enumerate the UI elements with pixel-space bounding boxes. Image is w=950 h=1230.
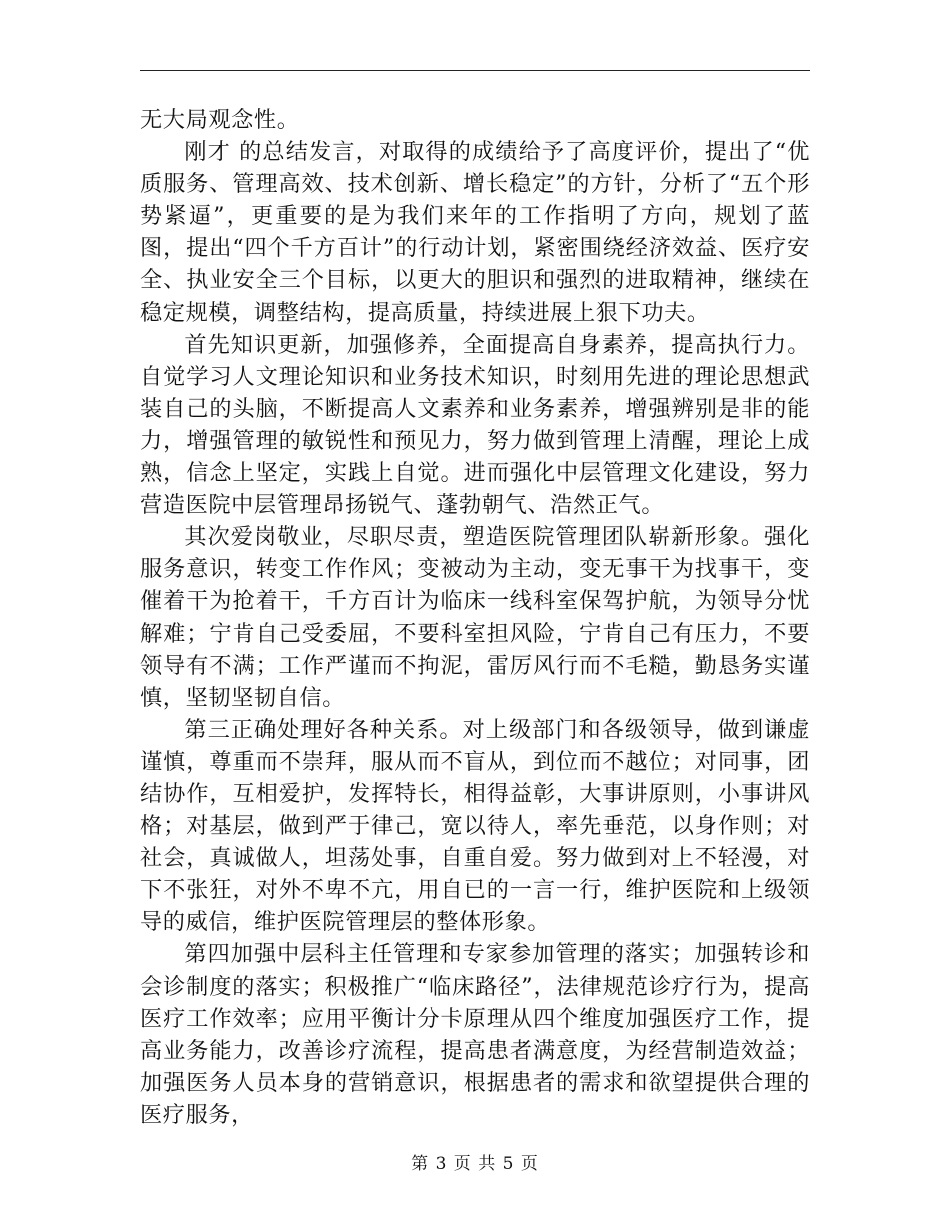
body-text [140,104,810,1131]
paragraph-continuation: 无大局观念性。 [140,107,300,133]
paragraph-summary-speech: 刚才 的总结发言，对取得的成绩给予了高度评价，提出了“优质服务、管理高效、技术创新、增长稳定”的方针，分析了“五个形势紧逼”，更重要的是为我们来年的工作指明了方向，规划了蓝图，提出“四个千方百计”的行动计划，紧密围绕经济效益、医疗安全、执业安全三个目标，以更大的胆识和强烈的进取精神，继续在稳定规模，调整结构，提高质量，持续进展上狠下功夫。 [140,139,810,326]
header-rule [140,70,810,71]
paragraph-management-implementation: 第四加强中层科主任管理和专家参加管理的落实；加强转诊和会诊制度的落实；积极推广“临床路径”，法律规范诊疗行为，提高医疗工作效率；应用平衡计分卡原理从四个维度加强医疗工作，提高业务能力，改善诊疗流程，提高患者满意度，为经营制造效益；加强医务人员本身的营销意识，根据患者的需求和欲望提供合理的医疗服务， [140,941,810,1128]
paragraph-dedication: 其次爱岗敬业，尽职尽责，塑造医院管理团队崭新形象。强化服务意识，转变工作作风；变被动为主动，变无事干为找事干，变催着干为抢着干，千方百计为临床一线科室保驾护航，为领导分忧解难；宁肯自己受委屈，不要科室担风险，宁肯自己有压力，不要领导有不满；工作严谨而不拘泥，雷厉风行而不毛糙，勤恳务实谨慎，坚韧坚韧自信。 [140,524,810,711]
page-number-footer: 第 3 页 共 5 页 [411,1154,539,1174]
paragraph-relationships: 第三正确处理好各种关系。对上级部门和各级领导，做到谦虚谨慎，尊重而不崇拜，服从而不盲从，到位而不越位；对同事，团结协作，互相爱护，发挥特长，相得益彰，大事讲原则，小事讲风格；对基层，做到严于律己，宽以待人，率先垂范，以身作则；对社会，真诚做人，坦荡处事，自重自爱。努力做到对上不轻漫，对下不张狂，对外不卑不亢，用自已的一言一行，维护医院和上级领导的威信，维护医院管理层的整体形象。 [140,716,810,936]
paragraph-knowledge-update: 首先知识更新，加强修养，全面提高自身素养，提高执行力。自觉学习人文理论知识和业务技术知识，时刻用先进的理论思想武装自己的头脑，不断提高人文素养和业务素养，增强辨别是非的能力，增强管理的敏锐性和预见力，努力做到管理上清醒，理论上成熟，信念上坚定，实践上自觉。进而强化中层管理文化建设，努力营造医院中层管理昂扬锐气、蓬勃朝气、浩然正气。 [140,331,810,519]
